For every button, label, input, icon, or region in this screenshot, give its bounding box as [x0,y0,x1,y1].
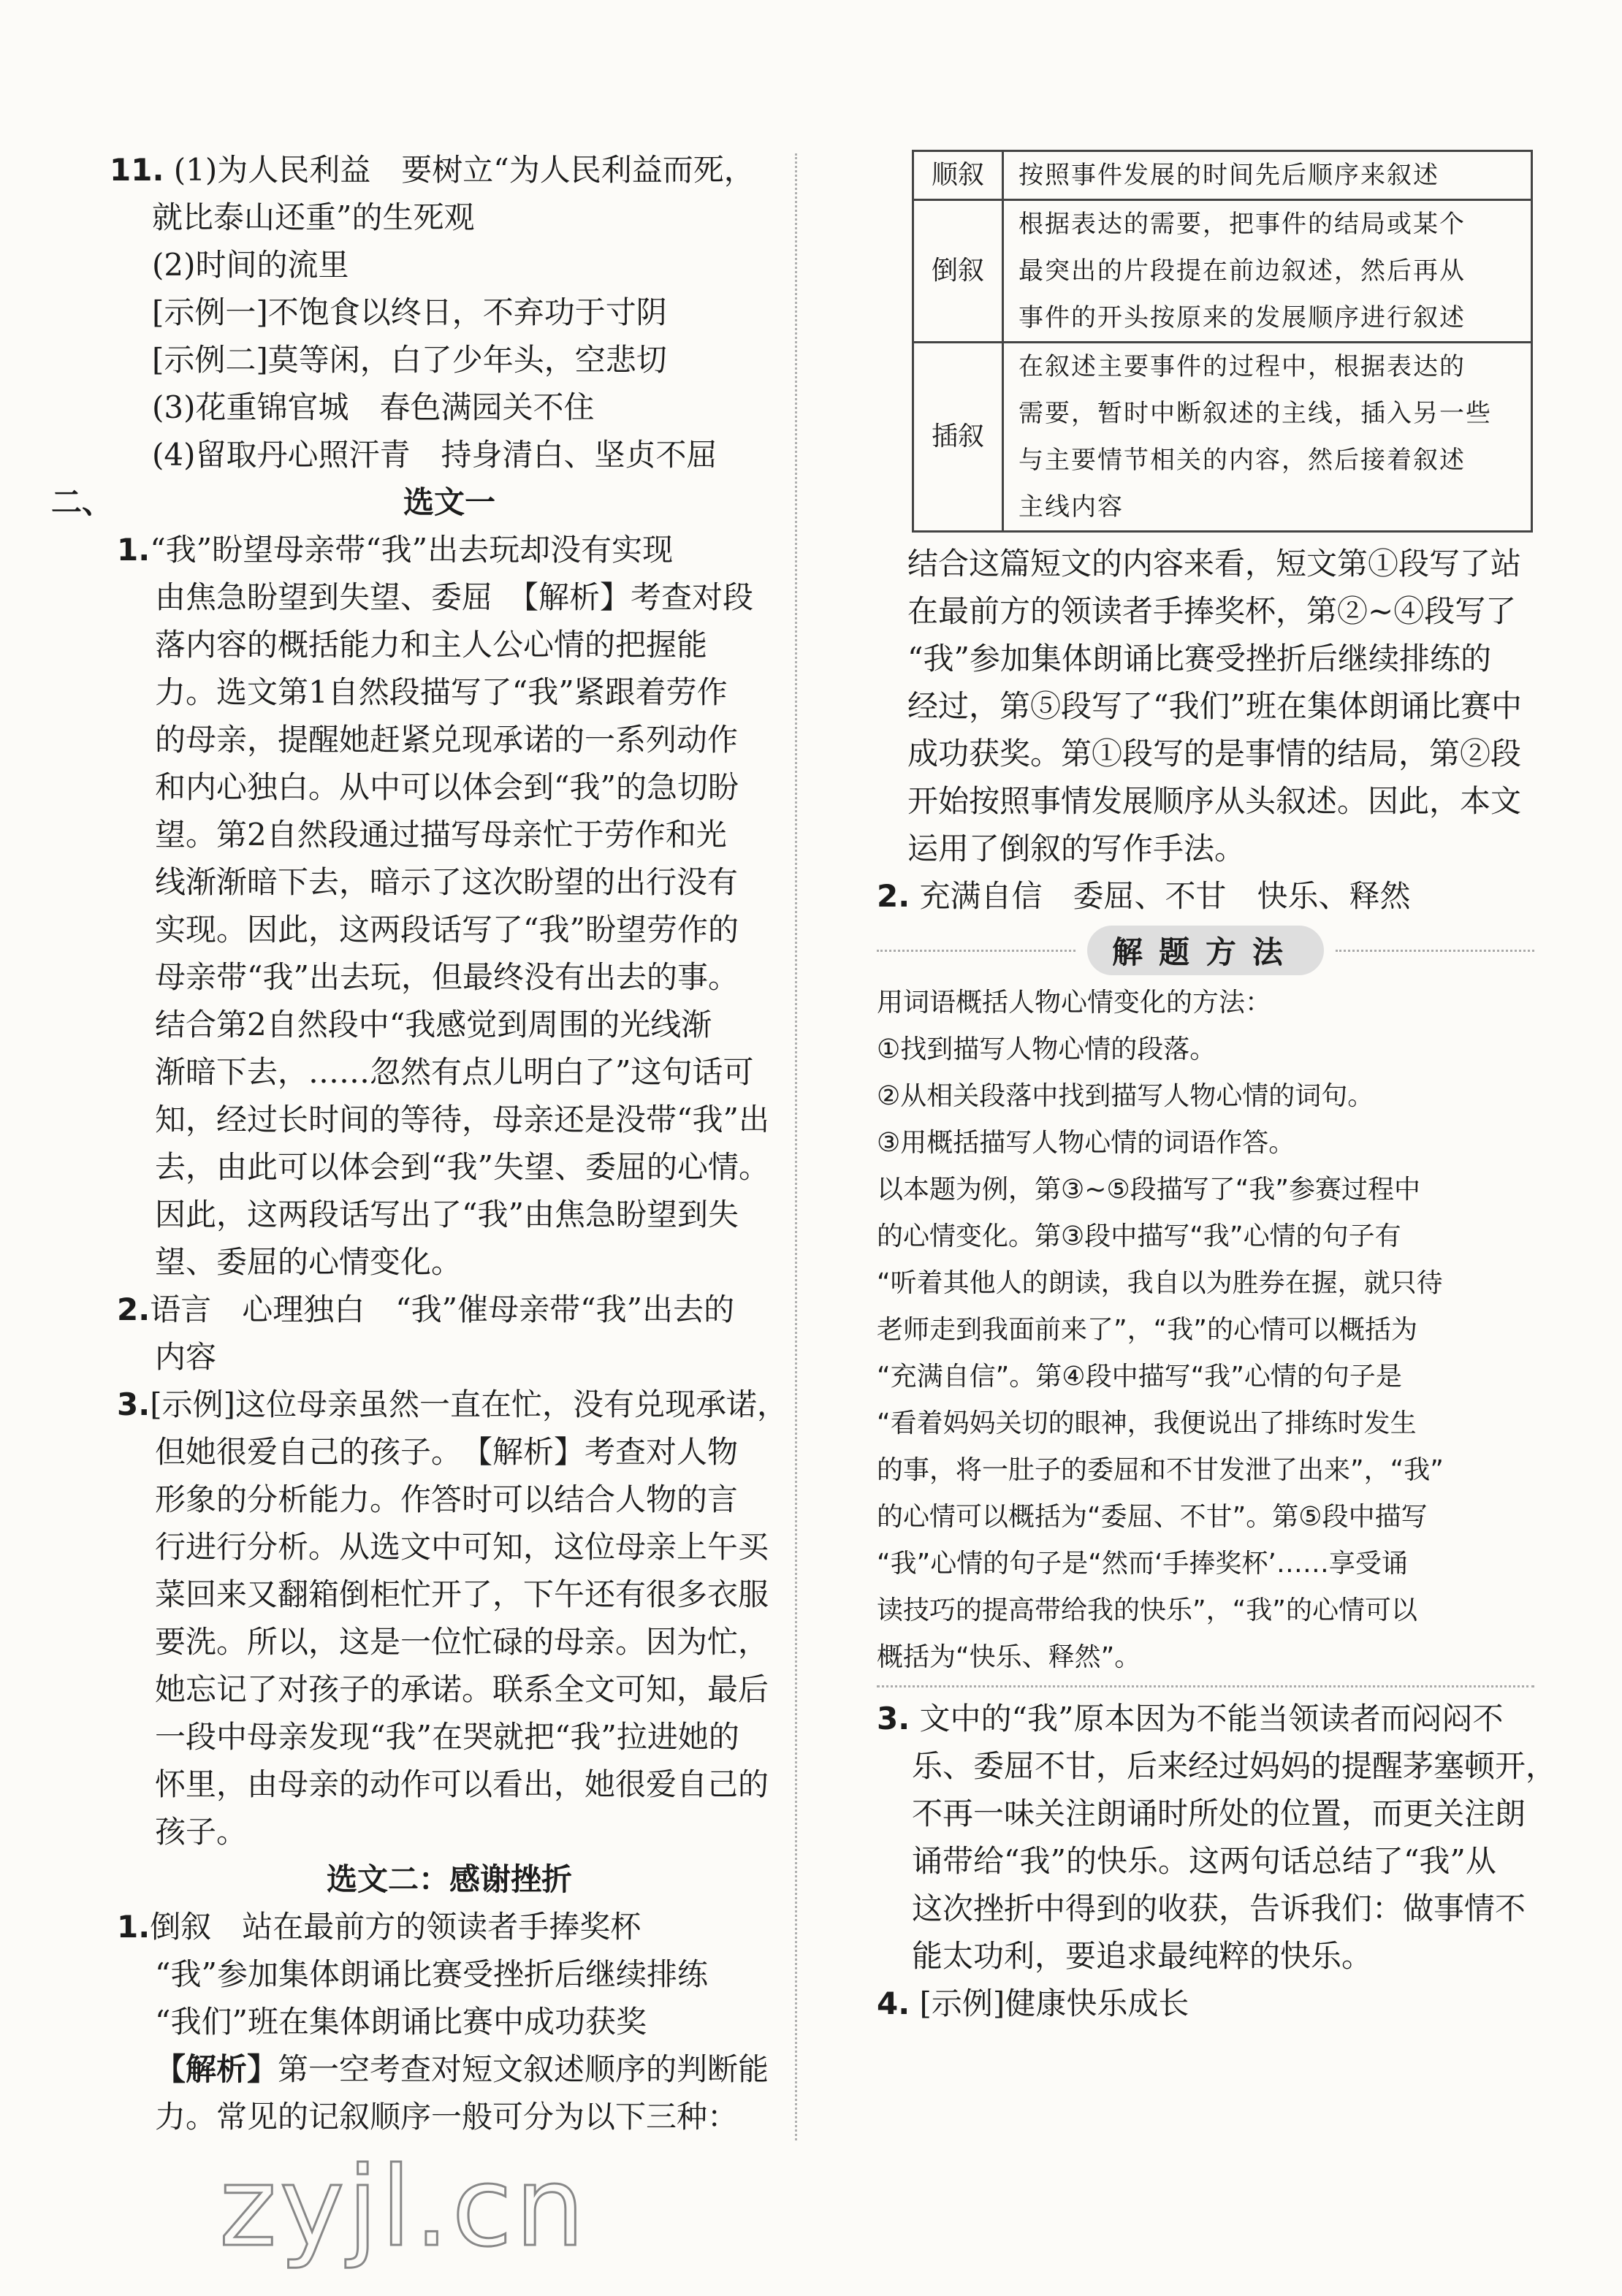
table-cell: 按照事件发展的时间先后顺序来叙述 [1003,151,1532,200]
table-label: 顺叙 [913,151,1003,200]
narrative-order-table [912,150,1533,533]
question-number: 11. [110,152,164,188]
answer-s2-3: 3. 文中的“我”原本因为不能当领读者而闷闷不 乐、委屈不甘，后来经过妈妈的提醒茅塞顿开， 不再一味关注朗诵时所处的位置，而更关注朗 诵带给“我”的快乐。这两句话总结了“我”从 这次挫折中得到的收获，告诉我们：做事情不 能太功利，要追求最纯粹的快乐。 [877,1701,1557,1974]
section-heading [51,478,789,526]
method-box: 用词语概括人物心情变化的方法： ①找到描写人物心情的段落。 ②从相关段落中找到描写人物心情的词句。 ③用概括描写人物心情的词语作答。 以本题为例，第③~⑤段描写了“我”参赛过程中 的心情变化。第③段中描写“我”心情的句子有 “听着其他人的朗读，我自以为胜券在握，就只待 老师走到我面前来了”，“我”的心情可以概括为 “充满自信”。第④段中描写“我”心情的句子是 “看着妈妈关切的眼神，我便说出了排练时发生 的事，将一肚子的委屈和不甘发泄了出来”，“我” 的心情可以概括为“委屈、不甘”。第⑤段中描写 “我”心情的句子是“然而‘手捧奖杯’……享受诵 读技巧的提高带给我的快乐”，“我”的心情可以 概括为“快乐、释然”。 [877,988,1444,1672]
answer-11: 11. (1)为人民利益 要树立“为人民利益而死， 就比泰山还重”的生死观 (2)时间的流里 [示例一]不饱食以终日，不弃功于寸阴 [示例二]莫等闲，白了少年头，空悲切 (3)花重锦官城 春色满园关不住 (4)留取丹心照汗青 持身清白、坚贞不屈 [110,152,755,473]
section-number: 二、 [51,484,113,520]
table-cell: 在叙述主要事件的过程中，根据表达的 需要，暂时中断叙述的主线，插入另一些 与主要情节相关的内容，然后接着叙述 主线内容 [1003,343,1532,532]
method-bottom-divider [877,1685,1534,1687]
watermark-logo: zyjl.cn [219,2144,588,2271]
table-cell: 根据表达的需要，把事件的结局或某个 最突出的片段提在前边叙述，然后再从 事件的开头按原来的发展顺序进行叙述 [1003,200,1532,343]
method-title: 解题方法 [1087,926,1324,975]
table-row [913,343,1532,532]
answer-s2-2: 2. 充满自信 委屈、不甘 快乐、释然 [877,878,1411,914]
analysis-continuation: 结合这篇短文的内容来看，短文第①段写了站 在最前方的领读者手捧奖杯，第②~④段写了 “我”参加集体朗诵比赛受挫折后继续排练的 经过，第⑤段写了“我们”班在集体朗诵比赛中 成功获奖。第①段写的是事情的结局，第②段 开始按照事情发展顺序从头叙述。因此，本文 运用了倒叙的写作手法。 [907,546,1522,866]
left-column [51,146,789,2140]
answer-s1-2: 2.语言 心理独白 “我”催母亲带“我”出去的 内容 [117,1292,735,1375]
table-row [913,200,1532,343]
analysis-tag: 【解析】 [155,2051,278,2087]
table-row [913,151,1532,200]
answer-s1-1: 1.“我”盼望母亲带“我”出去玩却没有实现 由焦急盼望到失望、委屈 【解析】考查对段 落内容的概括能力和主人公心情的把握能 力。选文第1自然段描写了“我”紧跟着劳作 的母亲，提醒她赶紧兑现承诺的一系列动作 和内心独白。从中可以体会到“我”的急切盼 望。第2自然段通过描写母亲忙于劳作和光 线渐渐暗下去，暗示了这次盼望的出行没有 实现。因此，这两段话写了“我”盼望劳作的 母亲带“我”出去玩，但最终没有出去的事。 结合第2自然段中“我感觉到周围的光线渐 渐暗下去，……忽然有点儿明白了”这句话可 知，经过长时间的等待，母亲还是没带“我”出 去，由此可以体会到“我”失望、委屈的心情。 因此，这两段话写出了“我”由焦急盼望到失 望、委屈的心情变化。 [117,532,769,1280]
table-label: 插叙 [913,343,1003,532]
table-label: 倒叙 [913,200,1003,343]
answer-s1-3: 3.[示例]这位母亲虽然一直在忙，没有兑现承诺， 但她很爱自己的孩子。 【解析】考查对人物 形象的分析能力。作答时可以结合人物的言 行进行分析。从选文中可知，这位母亲上午买 菜回来又翻箱倒柜忙开了，下午还有很多衣服 要洗。所以，这是一位忙碌的母亲。因为忙， 她忘记了对孩子的承诺。联系全文可知，最后 一段中母亲发现“我”在哭就把“我”拉进她的 怀里，由母亲的动作可以看出，她很爱自己的 孩子。 [117,1387,788,1850]
method-heading [877,926,1534,975]
section-title-2: 选文二：感谢挫折 [326,1861,572,1897]
answer-s2-1: 1.倒叙 站在最前方的领读者手捧奖杯 “我”参加集体朗诵比赛受挫折后继续排练 “我们”班在集体朗诵比赛中成功获奖 【解析】第一空考查对短文叙述顺序的判断能 力。常见的记叙顺序一般可分为以下三种： [117,1909,769,2135]
answer-s2-4: 4. [示例]健康快乐成长 [877,1986,1189,2021]
column-divider [795,153,797,2140]
section-title: 选文一 [403,484,495,520]
right-column [877,150,1557,2027]
